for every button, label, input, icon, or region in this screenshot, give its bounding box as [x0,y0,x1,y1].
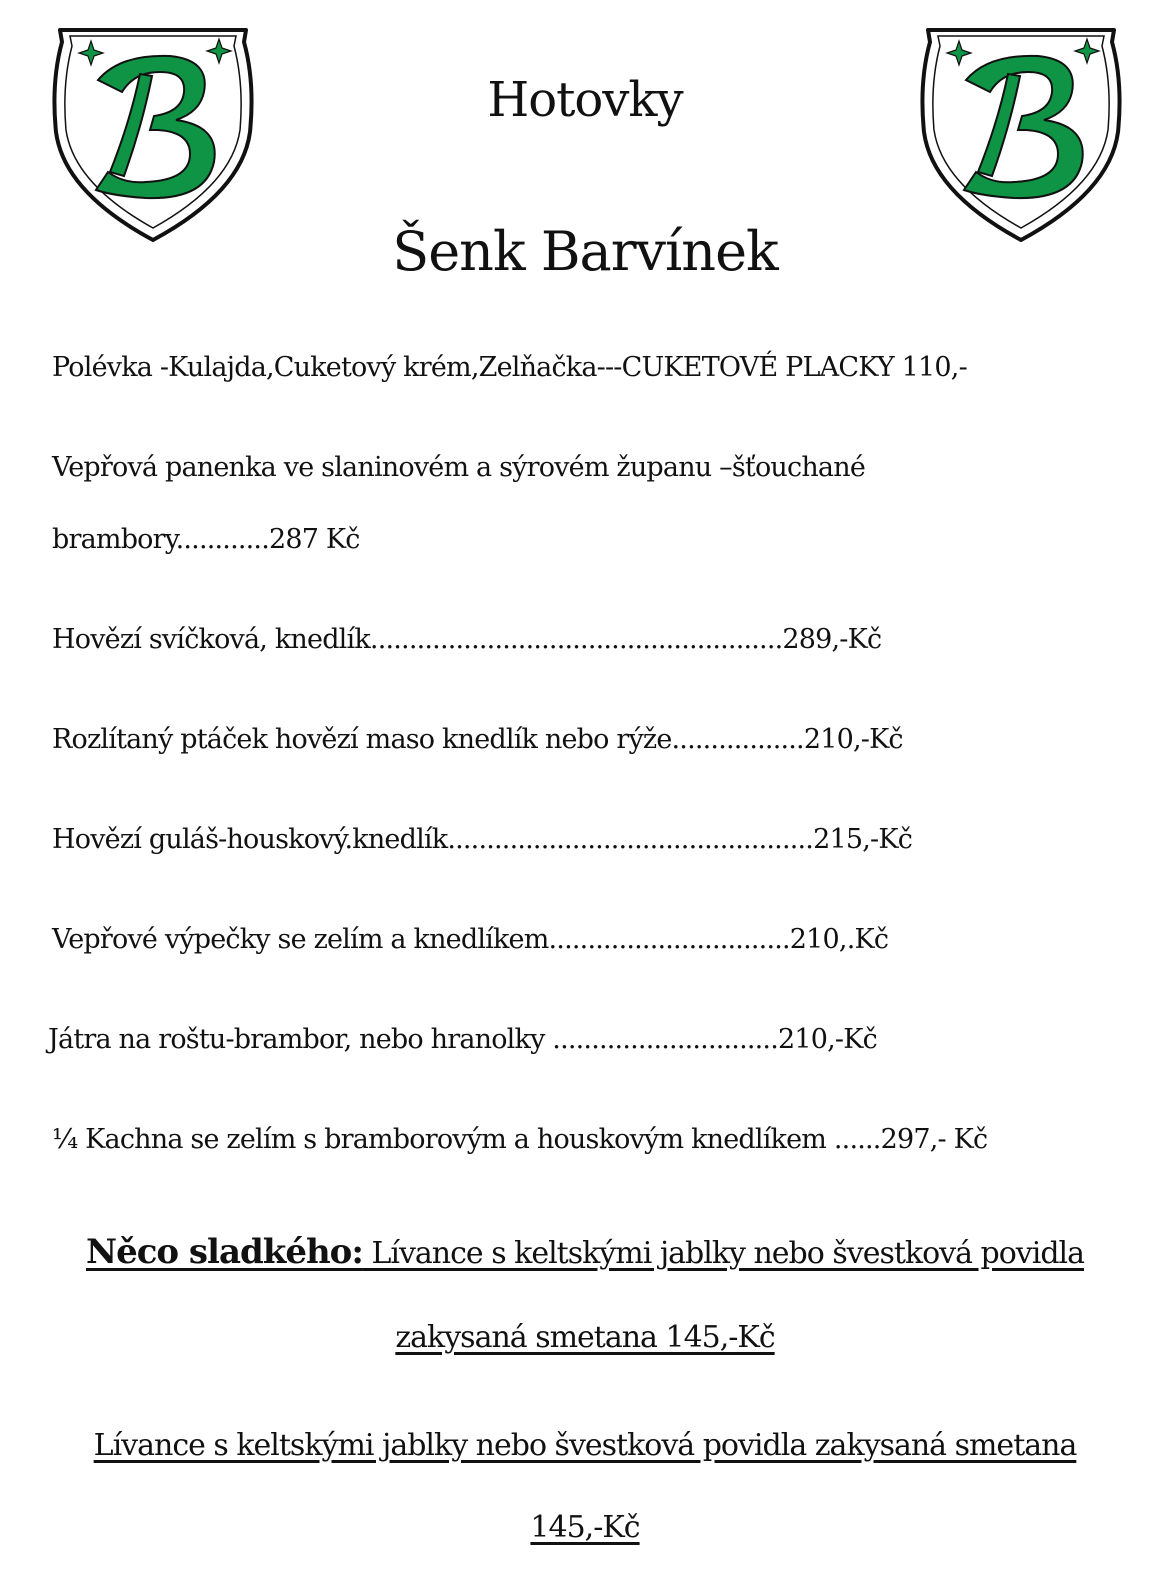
crest-b-icon [918,22,1124,246]
menu-title: Hotovky [487,72,683,128]
dessert-line-1-text: Lívance s keltskými jablky nebo švestková povidla [362,1236,1085,1271]
dessert-line-4: 145,-Kč [530,1510,640,1545]
menu-item-gulas: Hovězí guláš-houskový.knedlík...............................................215,-Kč [52,824,913,855]
menu-item-ptacek: Rozlítaný ptáček hovězí maso knedlík nebo rýže.................210,-Kč [52,724,903,755]
menu-item-pork-tenderloin: Vepřová panenka ve slaninovém a sýrovém županu –šťouchané [52,452,865,483]
menu-item-pork-tenderloin-cont: brambory............287 Kč [52,524,360,555]
restaurant-name: Šenk Barvínek [392,220,778,283]
menu-item-jatra: Játra na roštu-brambor, nebo hranolky .............................210,-Kč [48,1024,877,1055]
crest-b-icon [50,22,256,246]
dessert-line-1 [0,1232,1170,1272]
menu-item-vypecky: Vepřové výpečky se zelím a knedlíkem...............................210,.Kč [52,924,889,955]
dessert-line-3: Lívance s keltskými jablky nebo švestková povidla zakysaná smetana [93,1428,1077,1463]
menu-item-kachna: ¼ Kachna se zelím s bramborovým a houskovým knedlíkem ......297,- Kč [52,1124,988,1155]
dessert-heading: Něco sladkého: [85,1232,363,1272]
dessert-line-2: zakysaná smetana 145,-Kč [395,1320,775,1355]
menu-item-svickova: Hovězí svíčková, knedlík.....................................................289,-Kč [52,624,882,655]
menu-item-soup: Polévka -Kulajda,Cuketový krém,Zelňačka---CUKETOVÉ PLACKY 110,- [52,352,967,383]
